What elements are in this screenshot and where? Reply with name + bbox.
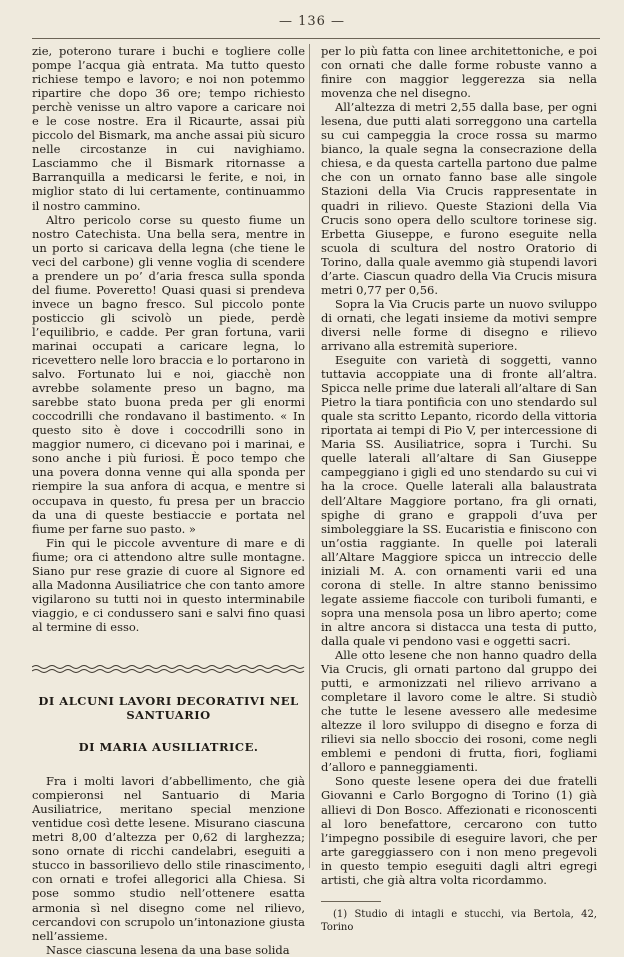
paragraph: Fin qui le piccole avventure di mare e di fiume; ora ci attendono altre sulle montagne. Siano pur rese grazie di cuore al Signore ed alla Madonna Ausiliatrice che con tanto amore vigilarono su tutti noi in questo interminabile viaggio, e ci condussero sani e salvi fino quasi al termine di esso. — [32, 535, 305, 634]
footnote: (1) Studio di intagli e stucchi, via Bertola, 42, Torino — [321, 908, 597, 933]
paragraph: Sono queste lesene opera dei due fratelli Giovanni e Carlo Borgogno di Torino (1) già allievi di Don Bosco. Affezionati e riconoscenti al loro benefattore, cercarono con tutto l’impegno possibile di eseguire lavori, che per arte gareggiassero con i non meno pregevoli in questo tempio eseguiti dagli altri egregi artisti, che già altra volta ricordammo. — [321, 774, 597, 887]
page-number: — 136 — — [278, 14, 346, 29]
right-column — [321, 44, 597, 934]
left-column — [32, 44, 305, 957]
paragraph: Eseguite con varietà di soggetti, vanno tuttavia accoppiate una di fronte all’altra. Spicca nelle prime due laterali all’altare di San Pietro la tiara pontificia con uno stendardo sul quale sta scritto Lepanto, ricordo della vittoria riportata ai tempi di Pio V, per intercessione di Maria SS. Ausiliatrice, sopra i Turchi. Su quelle laterali all’altare di San Giuseppe campeggiano i gigli ed uno stendardo su cui vi ha la croce. Quelle laterali alla balaustrata dell’Altare Maggiore portano, fra gli ornati, spighe di grano e grappoli d’uva per simboleggiare la SS. Eucaristia e finiscono con un’ostia raggiante. In quelle poi laterali all’Altare Maggiore spicca un intreccio delle iniziali M. A. con ornamenti varii ed una corona di stelle. In altre stanno benissimo legate assieme fiaccole con turiboli fumanti, e sopra una mensola posa un libro aperto; come in altre ancora si distacca una testa di putto, dalla quale vi pendono vasi e oggetti sacri. — [321, 353, 597, 648]
wavy-separator — [32, 664, 305, 674]
paragraph: Altro pericolo corse su questo fiume un nostro Catechista. Una bella sera, mentre in un porto si caricava della legna (che tiene le veci del carbone) gli venne voglia di scendere a prendere un po’ d’aria fresca sulla sponda del fiume. Poveretto! Quasi quasi si prendeva invece un bagno fresco. Sul piccolo ponte posticcio gli scivolò un piede, perdè l’equilibrio, e cadde. Per gran fortuna, varii marinai occupati a caricare legna, lo ricevettero nelle loro braccia e lo portarono in salvo. Fortunato lui e noi, giacchè non avrebbe solamente preso un bagno, ma sarebbe stato buona preda per gli enormi coccodrilli che rondavano il bastimento. « In questo sito è dove i coccodrilli sono in maggior numero, ci dicevano poi i marinai, e sono anche i più furiosi. È poco tempo che una povera donna venne qui alla sponda per riempire la sua anfora di acqua, e mentre si occupava in questo, fu presa per un braccio da una di queste bestiaccie e portata nel fiume per farne suo pasto. » — [32, 212, 305, 536]
paragraph: Alle otto lesene che non hanno quadro della Via Crucis, gli ornati partono dal gruppo dei putti, e armonizzati nel rilievo arrivano a completare il lavoro come le altre. Si studiò che tutte le lesene avessero alle medesime altezze il loro sviluppo di disegno e forza di rilievi sia nello sboccio dei rosoni, come negli emblemi e pendoni di frutta, fiori, fogliami d’alloro e panneggiamenti. — [321, 648, 597, 775]
paragraph: per lo più fatta con linee architettoniche, e poi con ornati che dalle forme robuste vanno a finire con maggior leggerezza sia nella movenza che nel disegno. — [321, 44, 597, 101]
section-subtitle: DI MARIA AUSILIATRICE. — [78, 740, 259, 755]
column-divider — [309, 44, 310, 868]
header-rule — [32, 38, 600, 39]
paragraph: Fra i molti lavori d’abbellimento, che già compieronsi nel Santuario di Maria Ausiliatrice, meritano special menzione ventidue così dette lesene. Misurano ciascuna metri 8,00 d’altezza per 0,62 di larghezza; sono ornate di ricchi candelabri, eseguiti a stucco in bassorilievo dello stile rinascimento, con ornati e trofei allegorici alla Chiesa. Si pose sommo studio nell’ottenere esatta armonia sì nel disegno come nel rilievo, cercandovi con scrupolo un’intonazione giusta nell’assieme. — [32, 774, 305, 943]
footnote-rule — [321, 901, 381, 902]
wavy-separator-icon — [32, 664, 305, 674]
paragraph: Sopra la Via Crucis parte un nuovo sviluppo di ornati, che legati insieme da motivi sempre diversi nelle forme di disegno e rilievo arrivano alla estremità superiore. — [321, 296, 597, 353]
paragraph: Nasce ciascuna lesena da una base solida — [46, 942, 290, 957]
paragraph: zie, poterono turare i buchi e togliere colle pompe l’acqua già entrata. Ma tutto questo richiese tempo e lavoro; e noi non potemmo ripartire che dopo 36 ore; tempo richiesto perchè venisse un altro vapore a caricare noi e le cose nostre. Era il Ricaurte, assai più piccolo del Bismark, ma anche assai più sicuro nelle circostanze in cui navighiamo. Lasciammo che il Bismark ritornasse a Barranquilla a medicarsi le ferite, e noi, in miglior stato di lui certamente, continuammo il nostro cammino. — [32, 44, 305, 213]
paragraph: All’altezza di metri 2,55 dalla base, per ogni lesena, due putti alati sorreggono una cartella su cui campeggia la croce rossa su marmo bianco, la quale segna la consecrazione della chiesa, e da questa cartella partono due palme che con un ornato fanno base alle singole Stazioni della Via Crucis rappresentate in quadri in rilievo. Queste Stazioni della Via Crucis sono opera dello scultore torinese sig. Erbetta Giuseppe, e furono eseguite nella scuola di scultura del nostro Oratorio di Torino, dalla quale avemmo già stupendi lavori d’arte. Ciascun quadro della Via Crucis misura metri 0,77 per 0,56. — [321, 100, 597, 297]
section-title: DI ALCUNI LAVORI DECORATIVI NEL SANTUARIO — [38, 693, 299, 723]
